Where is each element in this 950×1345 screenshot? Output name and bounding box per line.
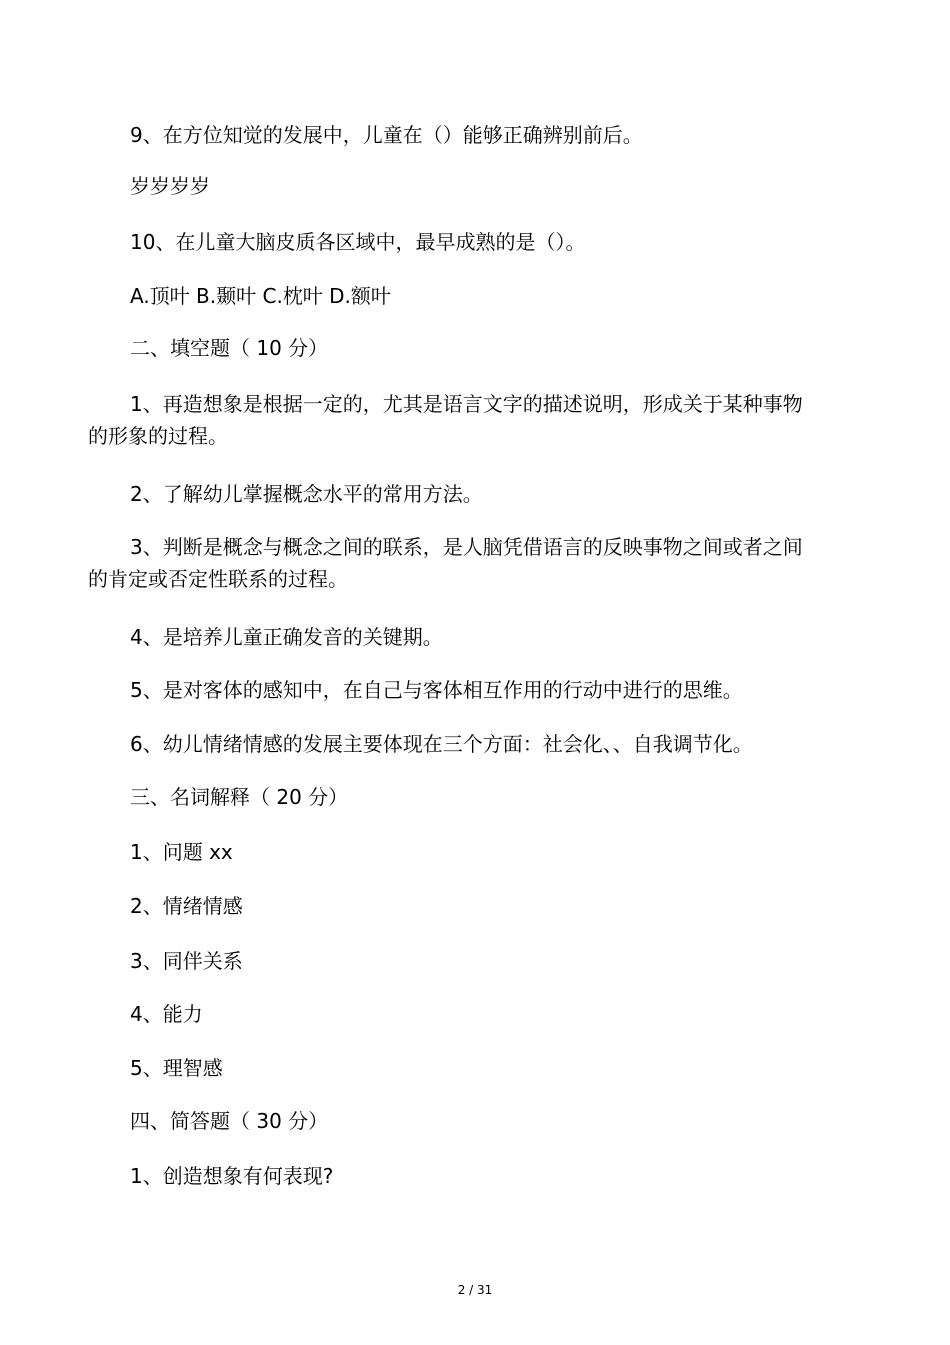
question-10: 10、在儿童大脑皮质各区域中，最早成熟的是（）。 [130,230,586,254]
section-title-fill-in: 二、填空题（ 10 分） [130,336,329,360]
fill-question-1: 1、再造想象是根据一定的，尤其是语言文字的描述说明，形成关于某种事物的形象的过程。 [88,392,803,448]
fill-question-4: 4、是培养儿童正确发音的关键期。 [130,625,443,649]
fill-question-3: 3、判断是概念与概念之间的联系，是人脑凭借语言的反映事物之间或者之间的肯定或否定性联系的过程。 [88,535,803,591]
fill-question-5: 5、是对客体的感知中，在自己与客体相互作用的行动中进行的思维。 [130,678,743,702]
question-9: 9、在方位知觉的发展中，儿童在（）能够正确辨别前后。 [130,123,643,147]
term-4: 4、能力 [130,1002,203,1026]
term-3: 3、同伴关系 [130,949,243,973]
fill-question-2: 2、了解幼儿掌握概念水平的常用方法。 [130,482,483,506]
question-9-options: 岁岁岁岁 [130,174,210,198]
section-title-terms: 三、名词解释（ 20 分） [130,785,349,809]
short-answer-1: 1、创造想象有何表现? [130,1164,334,1188]
page-number: 2 / 31 [457,1283,493,1297]
fill-question-6: 6、幼儿情绪情感的发展主要体现在三个方面：社会化、、自我调节化。 [130,732,753,756]
term-2: 2、情绪情感 [130,894,243,918]
term-1: 1、问题 xx [130,840,233,864]
term-5: 5、理智感 [130,1056,223,1080]
section-title-short-answer: 四、简答题（ 30 分） [130,1109,329,1133]
question-10-options: A.顶叶 B.颞叶 C.枕叶 D.额叶 [130,284,391,308]
